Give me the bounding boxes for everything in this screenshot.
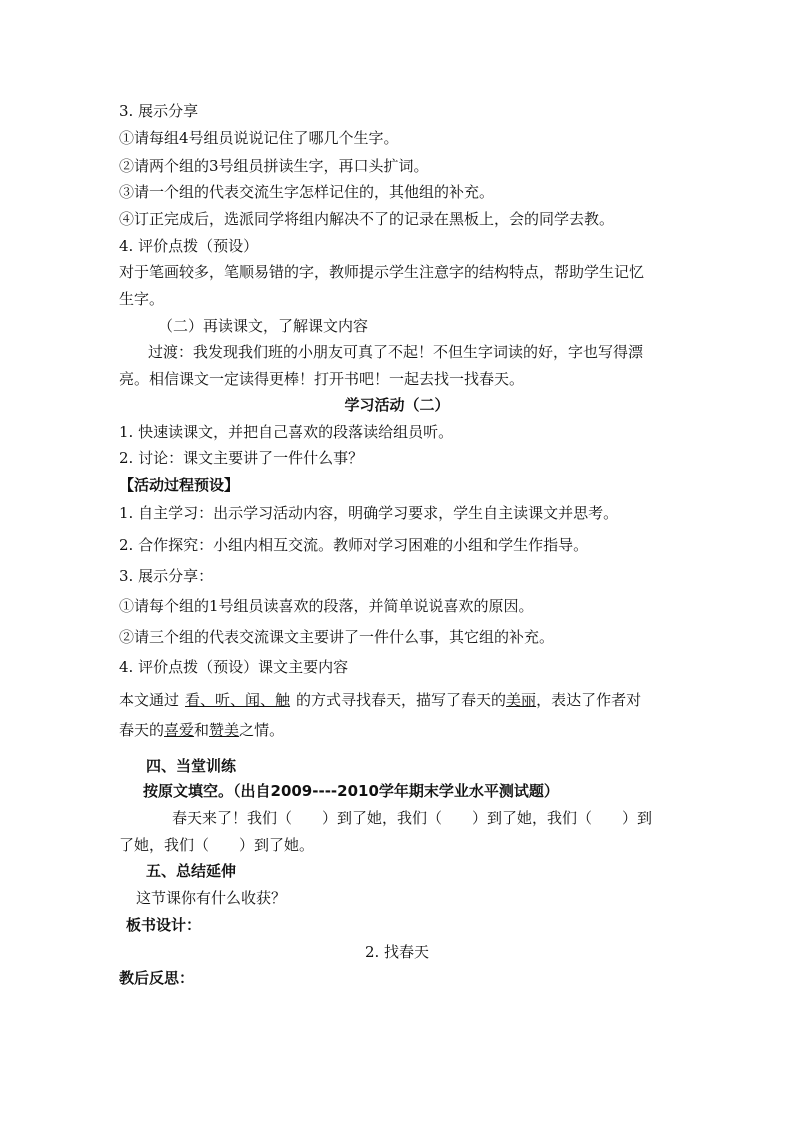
text-line: ①请每个组的1号组员读喜欢的段落，并简单说说喜欢的原因。 — [119, 597, 534, 615]
section-heading-share: 3. 展示分享 — [119, 102, 199, 120]
underlined-answer: 美丽 — [506, 691, 537, 709]
underlined-answer: 赞美 — [209, 721, 240, 739]
text-line: 亮。相信课文一定读得更棒！打开书吧！一起去找一找春天。 — [119, 370, 525, 388]
text-span: 按原文填空。（出自2009----2010学年期末学业水平测试题） — [143, 782, 559, 800]
text-span: 之情。 — [239, 721, 285, 739]
text-line: 这节课你有什么收获？ — [136, 889, 287, 907]
section-heading-summary: 五、总结延伸 — [146, 862, 237, 880]
text-line: 1. 自主学习：出示学习活动内容，明确学习要求，学生自主读课文并思考。 — [119, 504, 619, 522]
text-line: ②请三个组的代表交流课文主要讲了一件什么事，其它组的补充。 — [119, 628, 555, 646]
text-line: ②请两个组的3号组员拼读生字，再口头扩词。 — [119, 157, 429, 175]
exercise-instruction — [143, 781, 559, 801]
text-line: ③请一个组的代表交流生字怎样记住的，其他组的补充。 — [119, 183, 495, 201]
text-line — [119, 720, 284, 740]
exercise-line: 了她，我们（ ）到了她。 — [119, 836, 315, 854]
section-heading-process: 【活动过程预设】 — [119, 476, 240, 494]
text-line: 对于笔画较多，笔顺易错的字，教师提示学生注意字的结构特点，帮助学生记忆 — [119, 263, 645, 281]
text-line: 2. 讨论：课文主要讲了一件什么事？ — [119, 449, 364, 467]
text-line: 3. 展示分享： — [119, 567, 214, 585]
text-line: 2. 合作探究：小组内相互交流。教师对学习困难的小组和学生作指导。 — [119, 536, 589, 554]
text-line: ④订正完成后，选派同学将组内解决不了的记录在黑板上，会的同学去教。 — [119, 210, 615, 228]
underlined-answer: 喜爱 — [164, 721, 195, 739]
section-heading-practice: 四、当堂训练 — [146, 757, 237, 775]
activity-title: 学习活动（二） — [344, 396, 450, 414]
text-line: 生字。 — [119, 290, 165, 308]
text-span: ，表达了作者对 — [536, 691, 642, 709]
board-design-title: 2. 找春天 — [364, 943, 430, 961]
text-span: 和 — [194, 721, 210, 739]
text-line: 4. 评价点拨（预设）课文主要内容 — [119, 658, 349, 676]
text-span: 本文通过 — [119, 691, 180, 709]
underlined-answer: 看、听、闻、触 — [185, 691, 291, 709]
text-span: 春天的 — [119, 721, 165, 739]
section-heading-reread: （二）再读课文，了解课文内容 — [158, 317, 369, 335]
reflection-label: 教后反思： — [119, 969, 195, 987]
text-line: ①请每组4号组员说说记住了哪几个生字。 — [119, 129, 399, 147]
board-design-label: 板书设计： — [126, 916, 202, 934]
exercise-line: 春天来了！我们（ ）到了她，我们（ ）到了她，我们（ ）到 — [172, 809, 653, 827]
text-line — [119, 690, 641, 710]
text-line: 1. 快速读课文，并把自己喜欢的段落读给组员听。 — [119, 423, 454, 441]
text-span: 的方式寻找春天，描写了春天的 — [296, 691, 507, 709]
text-line: 过渡：我发现我们班的小朋友可真了不起！不但生字词读的好，字也写得漂 — [148, 343, 644, 361]
section-heading-evaluate: 4. 评价点拨（预设） — [119, 237, 259, 255]
